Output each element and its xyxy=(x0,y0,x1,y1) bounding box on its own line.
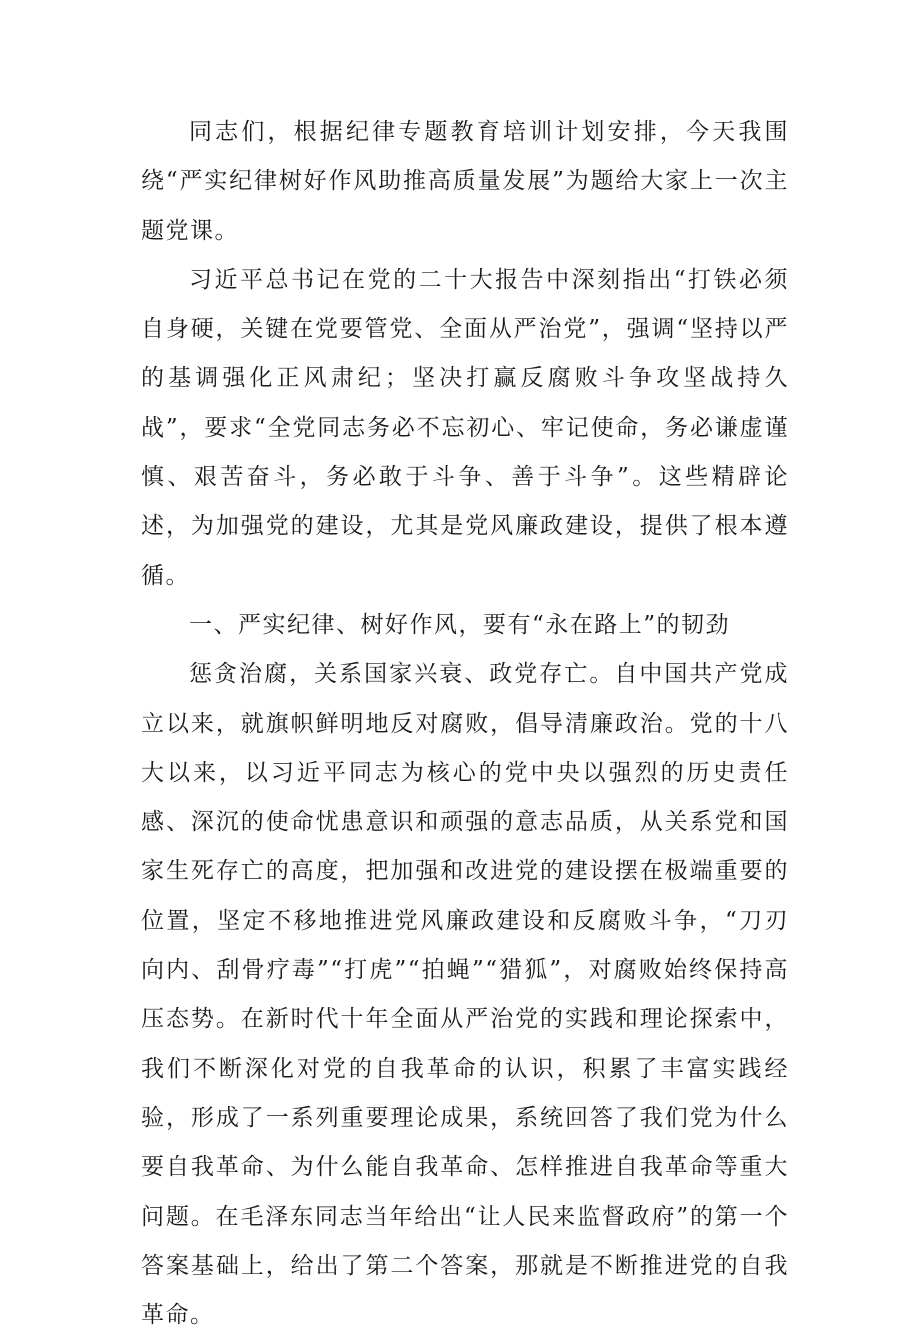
opening-paragraph: 同志们，根据纪律专题教育培训计划安排，今天我围绕“严实纪律树好作风助推高质量发展”为题给大家上一次主题党课。 xyxy=(141,119,789,244)
body-paragraph: 惩贪治腐，关系国家兴衰、政党存亡。自中国共产党成立以来，就旗帜鲜明地反对腐败，倡导清廉政治。党的十八大以来，以习近平同志为核心的党中央以强烈的历史责任感、深沉的使命忧患意识和顽强的意志品质，从关系党和国家生死存亡的高度，把加强和改进党的建设摆在极端重要的位置，坚定不移地推进党风廉政建设和反腐败斗争，“刀刃向内、刮骨疗毒”“打虎”“拍蝇”“猎狐”，对腐败始终保持高压态势。在新时代十年全面从严治党的实践和理论探索中，我们不断深化对党的自我革命的认识，积累了丰富实践经验，形成了一系列重要理论成果，系统回答了我们党为什么要自我革命、为什么能自我革命、怎样推进自我革命等重大问题。在毛泽东同志当年给出“让人民来监督政府”的第一个答案基础上，给出了第二个答案，那就是不断推进党的自我革命。 xyxy=(141,661,789,1329)
document-body xyxy=(141,108,789,1340)
section-heading: 一、严实纪律、树好作风，要有“永在路上”的韧劲 xyxy=(189,611,731,638)
quote-paragraph: 习近平总书记在党的二十大报告中深刻指出“打铁必须自身硬，关键在党要管党、全面从严治党”，强调“坚持以严的基调强化正风肃纪；坚决打赢反腐败斗争攻坚战持久战”，要求“全党同志务必不忘初心、牢记使命，务必谦虚谨慎、艰苦奋斗，务必敢于斗争、善于斗争”。这些精辟论述，为加强党的建设，尤其是党风廉政建设，提供了根本遵循。 xyxy=(141,266,789,589)
